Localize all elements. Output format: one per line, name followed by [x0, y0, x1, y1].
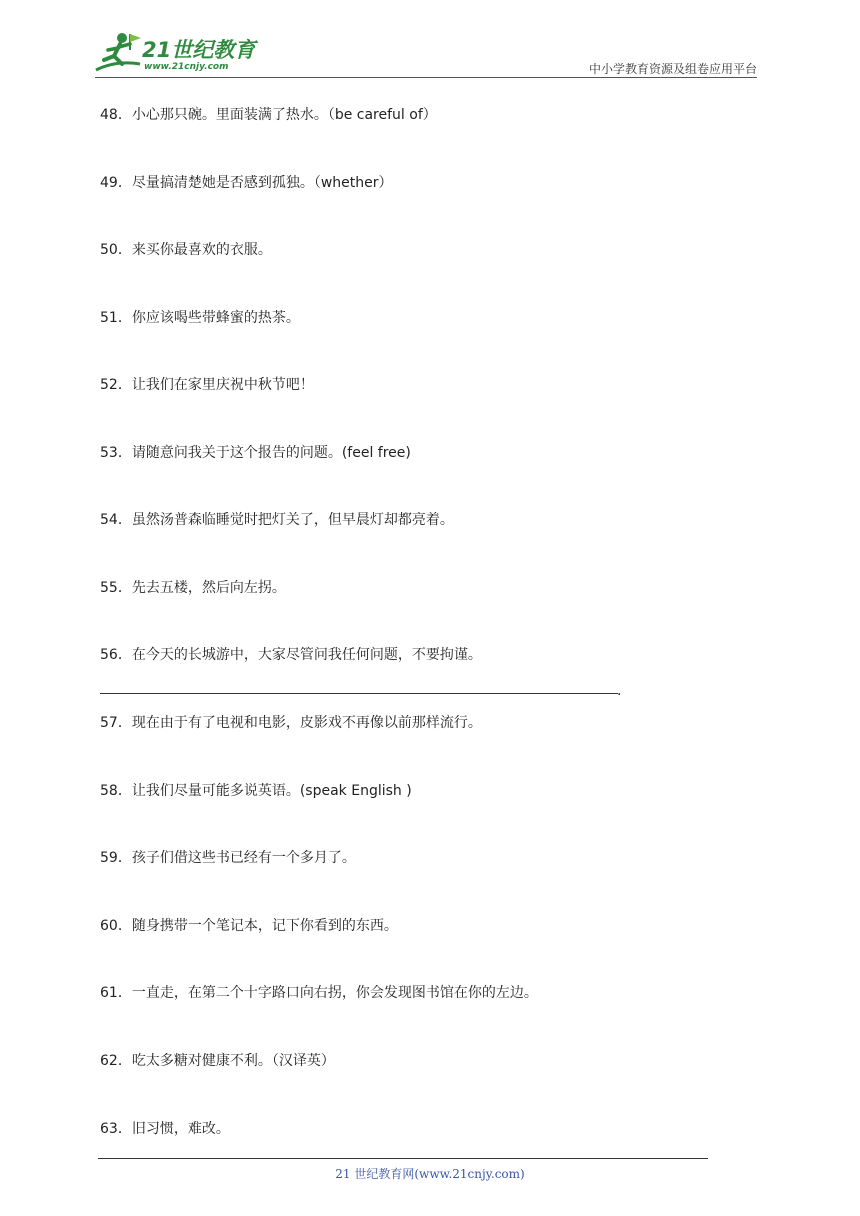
question-item — [100, 917, 398, 935]
question-text: 让我们尽量可能多说英语。(speak English ) — [131, 783, 412, 799]
question-text: 在今天的长城游中，大家尽管问我任何问题，不要拘谨。 — [131, 647, 482, 663]
question-text: 你应该喝些带蜂蜜的热茶。 — [131, 310, 300, 326]
question-item — [100, 511, 454, 529]
question-text: 虽然汤普森临睡觉时把灯关了，但早晨灯却都亮着。 — [131, 512, 454, 528]
question-item — [100, 444, 411, 462]
question-text: 先去五楼，然后向左拐。 — [131, 580, 286, 596]
question-text: 让我们在家里庆祝中秋节吧！ — [131, 377, 314, 393]
question-item — [100, 849, 356, 867]
logo-text: 21世纪教育 — [142, 38, 256, 62]
question-text: 一直走，在第二个十字路口向右拐，你会发现图书馆在你的左边。 — [131, 985, 538, 1001]
question-number: 50． — [100, 242, 132, 258]
question-number: 55． — [100, 580, 132, 596]
answer-line-period: . — [617, 683, 622, 699]
question-item — [100, 714, 482, 732]
question-number: 62． — [100, 1053, 132, 1069]
question-text: 旧习惯，难改。 — [131, 1121, 230, 1137]
question-item — [100, 241, 272, 259]
footer-link[interactable]: 21 世纪教育网(www.21cnjy.com) — [335, 1167, 525, 1181]
question-number: 51． — [100, 310, 132, 326]
question-number: 56． — [100, 647, 132, 663]
question-item — [100, 309, 300, 327]
site-logo[interactable] — [92, 30, 267, 78]
question-number: 63． — [100, 1121, 132, 1137]
question-text: 小心那只碗。里面装满了热水。（be careful of） — [131, 107, 437, 123]
question-text: 尽量搞清楚她是否感到孤独。（whether） — [131, 175, 393, 191]
question-item — [100, 646, 482, 664]
question-number: 61． — [100, 985, 132, 1001]
question-item — [100, 984, 538, 1002]
question-number: 53． — [100, 445, 132, 461]
header-divider — [95, 77, 757, 78]
question-number: 49． — [100, 175, 132, 191]
question-text: 请随意问我关于这个报告的问题。(feel free) — [131, 445, 411, 461]
question-item — [100, 782, 412, 800]
question-text: 孩子们借这些书已经有一个多月了。 — [131, 850, 356, 866]
footer-divider — [98, 1158, 708, 1159]
header-platform-text: 中小学教育资源及组卷应用平台 — [588, 62, 757, 76]
question-text: 随身携带一个笔记本，记下你看到的东西。 — [131, 918, 398, 934]
question-item — [100, 376, 314, 394]
question-number: 52． — [100, 377, 132, 393]
question-number: 48． — [100, 107, 132, 123]
answer-blank-line[interactable] — [100, 693, 618, 694]
question-number: 57． — [100, 715, 132, 731]
runner-logo-icon — [92, 30, 144, 76]
question-number: 59． — [100, 850, 132, 866]
question-number: 54． — [100, 512, 132, 528]
question-item — [100, 1052, 335, 1070]
question-item — [100, 174, 393, 192]
question-item — [100, 1120, 230, 1138]
question-item — [100, 106, 437, 124]
question-text: 吃太多糖对健康不利。（汉译英） — [131, 1053, 335, 1069]
question-number: 58． — [100, 783, 132, 799]
page-header — [92, 30, 757, 80]
question-text: 来买你最喜欢的衣服。 — [131, 242, 272, 258]
question-item — [100, 579, 286, 597]
question-text: 现在由于有了电视和电影，皮影戏不再像以前那样流行。 — [131, 715, 482, 731]
logo-url: www.21cnjy.com — [144, 62, 229, 72]
question-number: 60． — [100, 918, 132, 934]
